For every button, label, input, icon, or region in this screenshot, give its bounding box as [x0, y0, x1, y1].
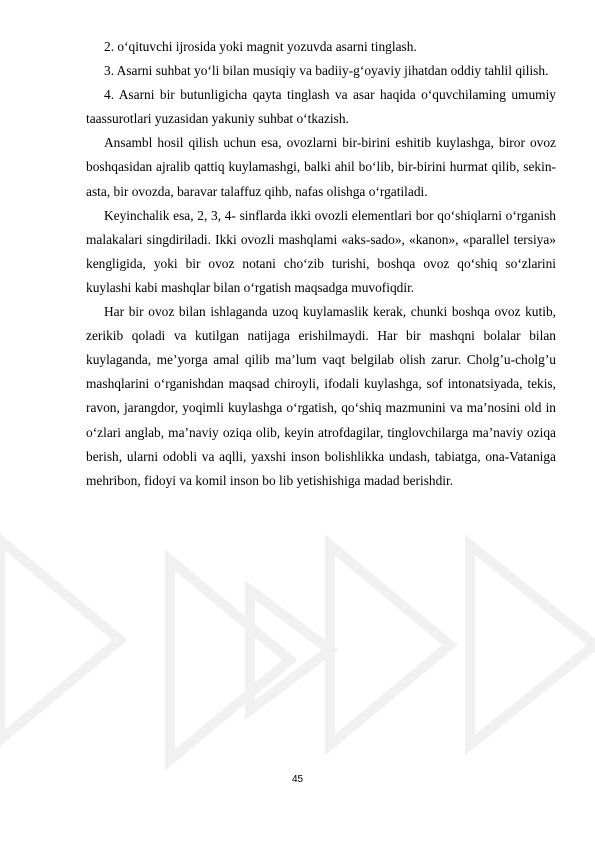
page-number: 45	[291, 774, 304, 785]
list-item-4: 4. Asarni bir butunligicha qayta tinglash va asar haqida o‘quvchilaming umumiy taassurotlari yuzasidan yakuniy suhbat o‘tkazish.	[86, 87, 556, 127]
paragraph-keyinchalik: Keyinchalik esa, 2, 3, 4- sinflarda ikki ovozli elementlari bor qo‘shiqlarni o‘rganish malakalari singdiriladi. Ikki ovozli mashqlami «aks-sado», «kanon», «parallel tersiya» kengligida, yoki bir ovoz notani cho‘zib turishi, boshqa ovoz qo‘shiq so‘zlarini kuylashi kabi mashqlar bilan o‘rgatish maqsadga muvofiqdir.	[86, 207, 556, 295]
document-body	[86, 35, 556, 493]
paragraph-ansambl: Ansambl hosil qilish uchun esa, ovozlarni bir-birini eshitib kuylashga, biror ovoz boshqasidan ajralib qattiq kuylamashgi, balki ahil bo‘lib, bir-birini hurmat qilib, sekin-asta, bir ovozda, baravar talaffuz qihb, nafas olishga o‘rgatiladi.	[86, 135, 556, 199]
paragraph-har-bir-ovoz: Har bir ovoz bilan ishlaganda uzoq kuylamaslik kerak, chunki boshqa ovoz kutib, zerikib qoladi va kutilgan natijaga erishilmaydi. Har bir mashqni bolalar bilan kuylaganda, me’yorga amal qilib ma’lum vaqt belgilab olish zarur. Cholg’u-cholg’u mashqlarini o‘rganishdan maqsad chiroyli, ifodali kuylashga, sof intonatsiyada, tekis, ravon, jarangdor, yoqimli kuylashga o‘rgatish, qo‘shiq mazmunini va ma’nosini old in o‘zlari anglab, ma’naviy oziqa olib, keyin atrofdagilar, tinglovchilarga ma’naviy oziqa berish, ularni odobli va aqlli, yaxshi inson bolishlikka undash, tabiatga, ona-Vataniga mehribon, fidoyi va komil inson bo lib yetishishiga madad berishdir.	[86, 304, 556, 488]
list-item-2: 2. o‘qituvchi ijrosida yoki magnit yozuvda asarni tinglash.	[104, 39, 417, 54]
list-item-3: 3. Asarni suhbat yo‘li bilan musiqiy va badiiy-g‘oyaviy jihatdan oddiy tahlil qilish.	[104, 63, 549, 79]
